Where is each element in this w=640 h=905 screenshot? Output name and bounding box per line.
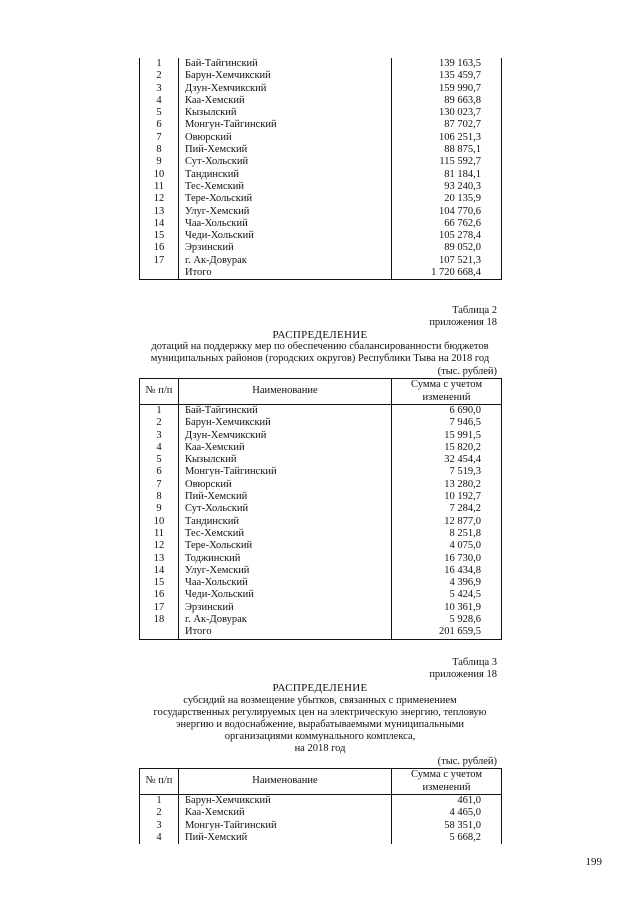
row-value: 139 163,5 (439, 58, 481, 69)
table-row (140, 454, 502, 466)
table-row (140, 206, 502, 218)
row-name: Дзун-Хемчикский (179, 83, 392, 95)
row-value: 4 465,0 (449, 807, 481, 819)
table3-col-sum-line2: изменений (422, 781, 471, 793)
row-number: 1 (140, 58, 179, 70)
table-row (140, 795, 502, 808)
table-row (140, 181, 502, 193)
row-value: 135 459,7 (439, 70, 481, 82)
table-row (140, 218, 502, 230)
row-value: 5 928,6 (449, 614, 481, 626)
table-row (140, 83, 502, 95)
table-row (140, 516, 502, 528)
table-row (140, 430, 502, 442)
row-number: 14 (140, 218, 179, 230)
table-row (140, 107, 502, 119)
row-number: 13 (140, 206, 179, 218)
table-row (140, 614, 502, 626)
page-number: 199 (585, 856, 602, 868)
row-name: Эрзинский (179, 242, 392, 254)
row-value: 58 351,0 (444, 819, 481, 831)
table1 (139, 58, 502, 280)
table-row (140, 626, 502, 639)
row-value: 201 659,5 (439, 626, 481, 638)
table3-col-num: № п/п (140, 769, 179, 795)
table-row (140, 479, 502, 491)
row-number: 6 (140, 466, 179, 478)
row-value: 159 990,7 (439, 82, 481, 94)
row-number: 17 (140, 255, 179, 267)
table-row (140, 405, 502, 418)
row-name: г. Ак-Довурак (179, 614, 392, 626)
row-value: 10 361,9 (444, 601, 481, 613)
row-name: Итого (179, 626, 392, 639)
table3 (139, 768, 502, 844)
row-value: 93 240,3 (444, 180, 481, 192)
table3-col-sum (392, 769, 502, 795)
row-name: Сут-Хольский (179, 156, 392, 168)
row-number: 9 (140, 503, 179, 515)
row-value: 106 251,3 (439, 131, 481, 143)
row-number: 11 (140, 528, 179, 540)
table3-subtitle-1: субсидий на возмещение убытков, связанных с применением (183, 695, 457, 706)
table2-subtitle-2: муниципальных районов (городских округов) Республики Тыва на 2018 год (150, 353, 490, 364)
row-name: Барун-Хемчикский (179, 70, 392, 82)
row-number: 6 (140, 119, 179, 131)
row-name: Чаа-Хольский (179, 577, 392, 589)
table2-heading: РАСПРЕДЕЛЕНИЕ (272, 329, 368, 341)
table2-appendix: приложения 18 (429, 317, 497, 328)
row-number: 2 (140, 807, 179, 819)
table-row (140, 832, 502, 844)
table-row (140, 491, 502, 503)
row-name: Овюрский (179, 479, 392, 491)
row-number: 4 (140, 95, 179, 107)
row-number: 16 (140, 242, 179, 254)
row-name: Улуг-Хемский (179, 206, 392, 218)
row-name: Монгун-Тайгинский (179, 820, 392, 832)
table3-body (140, 795, 502, 845)
row-name: Кызылский (179, 107, 392, 119)
row-name: Дзун-Хемчикский (179, 430, 392, 442)
table-row (140, 70, 502, 82)
table-row (140, 565, 502, 577)
row-value: 115 592,7 (439, 156, 481, 168)
row-name: Овюрский (179, 132, 392, 144)
table-row (140, 602, 502, 614)
row-name: Пий-Хемский (179, 832, 392, 844)
row-name: Тес-Хемский (179, 181, 392, 193)
row-name: Пий-Хемский (179, 144, 392, 156)
row-number: 13 (140, 553, 179, 565)
row-value: 8 251,8 (449, 527, 481, 539)
row-number: 3 (140, 83, 179, 95)
row-value: 4 396,9 (449, 577, 481, 589)
table2-col-sum-line2: изменений (422, 391, 471, 403)
table2-col-name: Наименование (179, 379, 392, 405)
row-name: Каа-Хемский (179, 442, 392, 454)
row-name: Чаа-Хольский (179, 218, 392, 230)
table2-body (140, 405, 502, 640)
row-name: Тере-Хольский (179, 540, 392, 552)
row-value: 87 702,7 (444, 119, 481, 131)
row-number: 5 (140, 107, 179, 119)
row-number: 15 (140, 230, 179, 242)
table2-subtitle-1: дотаций на поддержку мер по обеспечению сбалансированности бюджетов (151, 341, 489, 352)
row-number: 10 (140, 169, 179, 181)
table-row (140, 528, 502, 540)
row-number (140, 267, 179, 280)
row-value: 20 135,9 (444, 193, 481, 205)
table3-units: (тыс. рублей) (437, 756, 497, 767)
table2-col-sum-line1: Сумма с учетом (411, 379, 482, 391)
row-number: 1 (140, 405, 179, 418)
row-value: 7 284,2 (449, 503, 481, 515)
table-row (140, 132, 502, 144)
row-value: 107 521,3 (439, 254, 481, 266)
row-name: Чеди-Хольский (179, 230, 392, 242)
table-row (140, 820, 502, 832)
table-row (140, 242, 502, 254)
row-number: 10 (140, 516, 179, 528)
table-row (140, 540, 502, 552)
table3-subtitle-2: государственных регулируемых цен на электрическую энергию, тепловую (153, 707, 487, 718)
table2-header-row (140, 379, 502, 405)
table-row (140, 119, 502, 131)
table-row (140, 95, 502, 107)
row-value: 15 820,2 (444, 441, 481, 453)
row-value: 7 519,3 (449, 466, 481, 478)
table3-label: Таблица 3 (452, 657, 497, 668)
table2-col-num: № п/п (140, 379, 179, 405)
row-number: 12 (140, 540, 179, 552)
table-row (140, 807, 502, 819)
row-name: Пий-Хемский (179, 491, 392, 503)
row-number: 2 (140, 70, 179, 82)
row-value: 10 192,7 (444, 491, 481, 503)
row-value: 16 730,0 (444, 552, 481, 564)
row-number: 11 (140, 181, 179, 193)
table2-units: (тыс. рублей) (437, 366, 497, 377)
row-value: 104 770,6 (439, 205, 481, 217)
table2-label: Таблица 2 (452, 305, 497, 316)
table3-subtitle-3: энергию и водоснабжение, вырабатываемыми муниципальными (175, 719, 465, 730)
row-number: 4 (140, 832, 179, 844)
row-number: 16 (140, 589, 179, 601)
table3-col-sum-line1: Сумма с учетом (411, 769, 482, 781)
table3-col-name: Наименование (179, 769, 392, 795)
row-value: 16 434,8 (444, 564, 481, 576)
table-row (140, 58, 502, 70)
row-name: Эрзинский (179, 602, 392, 614)
row-name: г. Ак-Довурак (179, 255, 392, 267)
row-value: 1 720 668,4 (431, 267, 481, 279)
table-row (140, 193, 502, 205)
row-value: 461,0 (457, 795, 481, 806)
row-name: Чеди-Хольский (179, 589, 392, 601)
table2 (139, 378, 502, 640)
row-value: 66 762,6 (444, 217, 481, 229)
row-name: Бай-Тайгинский (179, 58, 392, 70)
row-value: 130 023,7 (439, 107, 481, 119)
row-value: 12 877,0 (444, 515, 481, 527)
row-value: 5 424,5 (449, 589, 481, 601)
row-number: 3 (140, 430, 179, 442)
row-name: Кызылский (179, 454, 392, 466)
table3-appendix: приложения 18 (429, 669, 497, 680)
row-name: Тандинский (179, 516, 392, 528)
row-name: Монгун-Тайгинский (179, 119, 392, 131)
row-number: 8 (140, 144, 179, 156)
row-name: Каа-Хемский (179, 807, 392, 819)
table-row (140, 169, 502, 181)
table-row (140, 442, 502, 454)
row-name: Монгун-Тайгинский (179, 466, 392, 478)
row-value: 89 052,0 (444, 242, 481, 254)
row-value: 88 875,1 (444, 144, 481, 156)
row-number: 3 (140, 820, 179, 832)
row-number: 4 (140, 442, 179, 454)
row-name: Улуг-Хемский (179, 565, 392, 577)
row-number: 5 (140, 454, 179, 466)
row-name: Тере-Хольский (179, 193, 392, 205)
row-value: 89 663,8 (444, 94, 481, 106)
row-value: 13 280,2 (444, 478, 481, 490)
row-number (140, 626, 179, 639)
table-row (140, 267, 502, 280)
row-number: 18 (140, 614, 179, 626)
row-number: 14 (140, 565, 179, 577)
row-name: Каа-Хемский (179, 95, 392, 107)
table2-col-sum (392, 379, 502, 405)
row-number: 12 (140, 193, 179, 205)
row-number: 9 (140, 156, 179, 168)
row-value: 81 184,1 (444, 168, 481, 180)
table-row (140, 553, 502, 565)
row-value: 4 075,0 (449, 540, 481, 552)
row-value: 15 991,5 (444, 429, 481, 441)
row-number: 7 (140, 132, 179, 144)
row-value: 6 690,0 (449, 405, 481, 416)
table3-header-row (140, 769, 502, 795)
table3-subtitle-4: организациями коммунального комплекса, (224, 731, 416, 742)
row-number: 1 (140, 795, 179, 808)
table-row (140, 503, 502, 515)
row-value: 32 454,4 (444, 454, 481, 466)
table-row (140, 577, 502, 589)
row-number: 17 (140, 602, 179, 614)
row-name: Тес-Хемский (179, 528, 392, 540)
table-row (140, 144, 502, 156)
row-value: 5 668,2 (449, 831, 481, 843)
row-name: Бай-Тайгинский (179, 405, 392, 418)
row-number: 7 (140, 479, 179, 491)
row-number: 2 (140, 417, 179, 429)
table-row (140, 466, 502, 478)
row-name: Барун-Хемчикский (179, 417, 392, 429)
row-name: Сут-Хольский (179, 503, 392, 515)
row-number: 8 (140, 491, 179, 503)
row-name: Тоджинский (179, 553, 392, 565)
table3-heading: РАСПРЕДЕЛЕНИЕ (272, 682, 368, 694)
row-value: 7 946,5 (449, 417, 481, 429)
table-row (140, 589, 502, 601)
row-value: 105 278,4 (439, 230, 481, 242)
row-number: 15 (140, 577, 179, 589)
table1-body (140, 58, 502, 280)
row-name: Тандинский (179, 169, 392, 181)
table3-subtitle-5: на 2018 год (294, 743, 346, 754)
table-row (140, 156, 502, 168)
table-row (140, 230, 502, 242)
row-name: Итого (179, 267, 392, 280)
row-name: Барун-Хемчикский (179, 795, 392, 808)
table-row (140, 417, 502, 429)
table-row (140, 255, 502, 267)
